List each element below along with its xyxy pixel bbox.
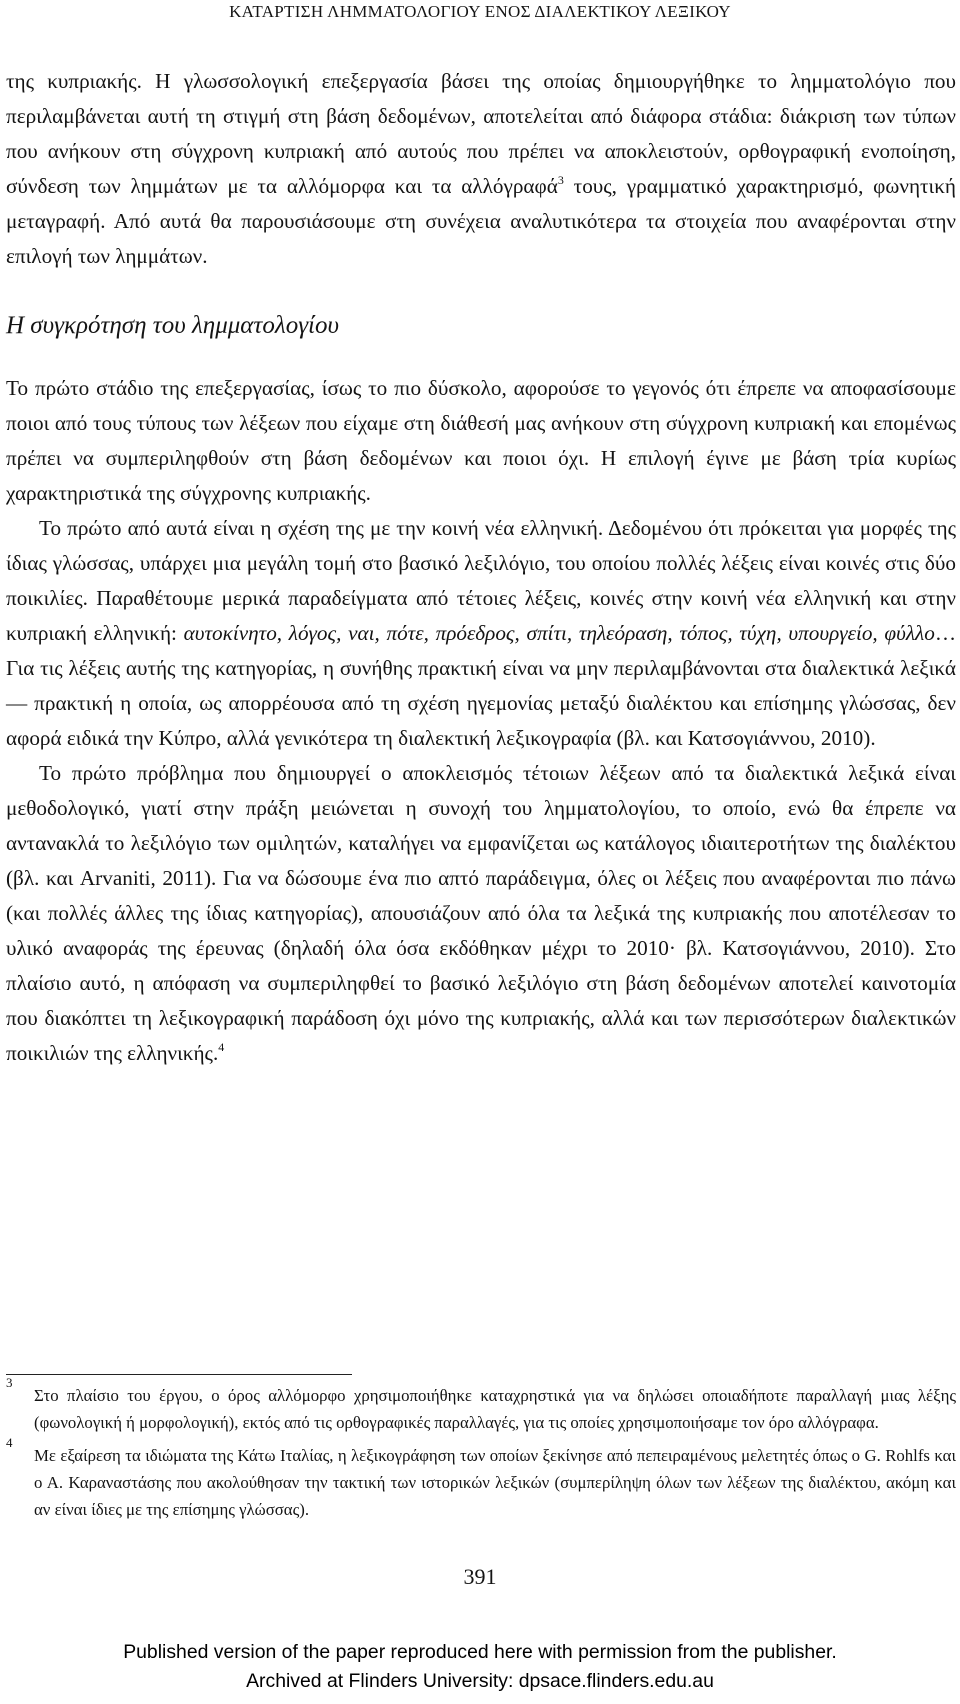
footnote-number: 3 (6, 1375, 13, 1390)
footnote-number: 4 (6, 1435, 13, 1450)
stamp-line-2: Archived at Flinders University: dpsace.flinders.edu.au (246, 1670, 714, 1692)
paragraph-2-text-end: … Για τις λέξεις αυτής της κατηγορίας, η συνήθης πρακτική είναι να μην περιλαμβάνονται στα διαλεκτικά λεξικά — πρακτική η οποία, ως απορρέουσα από τη σχέση ηγεμονίας μεταξύ διαλέκτου και επίσημης γλώσσας, δεν αφορά ειδικά την Κύπρο, αλλά γενικότερα τη διαλεκτική λεξικογραφία (βλ. και Κατσογιάννου, 2010). (6, 621, 956, 750)
section-paragraph-3 (6, 756, 956, 1071)
section-paragraph-2 (6, 511, 956, 756)
stamp-line-1: Published version of the paper reproduced here with permission from the publisher. (123, 1641, 837, 1663)
paragraph-3-text: Το πρώτο πρόβλημα που δημιουργεί ο αποκλεισμός τέτοιων λέξεων από τα διαλεκτικά λεξικά είναι μεθοδολογικό, γιατί στην πράξη μειώνεται η συνοχή του λημματολογίου, το οποίο, ενώ θα έπρεπε να αντανακλά το λεξιλόγιο των ομιλητών, καταλήγει να εμφανίζεται ως κατάλογος ιδιαιτεροτήτων της διαλέκτου (βλ. και Arvaniti, 2011). Για να δώσουμε ένα πιο απτό παράδειγμα, όλες οι λέξεις που αναφέρονται πιο πάνω (και πολλές άλλες της ίδιας κατηγορίας), απουσιάζουν από όλα τα λεξικά της κυπριακής που αποτέλεσαν το υλικό αναφοράς της έρευνας (δηλαδή όλα όσα εκδόθηκαν μέχρι το 2010· βλ. Κατσογιάννου, 2010). Στο πλαίσιο αυτό, η απόφαση να συμπεριληφθεί το βασικό λεξιλόγιο στη βάση δεδομένων αποτελεί καινοτομία που διακόπτει τη λεξικογραφική παράδοση όχι μόνο της κυπριακής, αλλά και των περισσότερων διαλεκτικών ποικιλιών της ελληνικής. (6, 761, 956, 1065)
footnote-text: Στο πλαίσιο του έργου, ο όρος αλλόμορφο χρησιμοποιήθηκε καταχρηστικά για να δηλώσει οποιαδήποτε παραλλαγή μιας λέξης (φωνολογική ή μορφολογική), εκτός από τις ορθογραφικές παραλλαγές, για τις οποίες χρησιμοποιήσαμε τον όρο αλλόγραφα. (34, 1386, 956, 1432)
footnote-text: Με εξαίρεση τα ιδιώματα της Κάτω Ιταλίας, η λεξικογράφηση των οποίων ξεκίνησε από πεπειραμένους μελετητές όπως ο G. Rohlfs και ο Α. Καραναστάσης που ακολούθησαν την τακτική των ιστορικών λεξικών (συμπερίληψη όλων των λέξεων της διαλέκτου, ακόμη και αν είναι ίδιες με της επίσημης γλώσσας). (34, 1446, 956, 1519)
footnotes (6, 1375, 956, 1529)
section-paragraph-1: Το πρώτο στάδιο της επεξεργασίας, ίσως το πιο δύσκολο, αφορούσε το γεγονός ότι έπρεπε να αποφασίσουμε ποιοι από τους τύπους των λέξεων που είχαμε στη διάθεσή μας ανήκουν στη σύγχρονη κυπριακή και επομένως πρέπει να συμπεριληφθούν στη βάση δεδομένων και ποιοι όχι. Η επιλογή έγινε με βάση τρία κυρίως χαρακτηριστικά της σύγχρονης κυπριακής. (6, 376, 956, 505)
main-text (6, 64, 956, 1071)
footnote-ref-3[interactable]: 3 (557, 173, 564, 187)
footnote-divider (6, 1374, 352, 1375)
footnote-3 (6, 1375, 956, 1436)
intro-text-part-1: της κυπριακής. Η γλωσσολογική επεξεργασία βάσει της οποίας δημιουργήθηκε το λημματολόγιο που περιλαμβάνεται αυτή τη στιγμή στη βάση δεδομένων, αποτελείται από διάφορα στάδια: διάκριση των τύπων που ανήκουν στη σύγχρονη κυπριακή από αυτούς που πρέπει να αποκλειστούν, ορθογραφική ενοποίηση, σύνδεση των λημμάτων με τα αλλόμορφα και τα αλλόγραφά (6, 69, 956, 198)
intro-text-part-2: τους, γραμματικό χαρακτηρισμό, φωνητική μεταγραφή. Από αυτά θα παρουσιάσουμε στη συνέχεια αναλυτικότερα τα στοιχεία που αναφέρονται στην επιλογή των λημμάτων. (6, 174, 956, 268)
section-heading: Η συγκρότηση του λημματολογίου (6, 312, 339, 339)
archive-stamp (0, 1638, 960, 1696)
footnote-4 (6, 1435, 956, 1523)
example-words: αυτοκίνητο, λόγος, ναι, πότε, πρόεδρος, σπίτι, τηλεόραση, τόπος, τύχη, υπουργείο, φύλλο (183, 621, 935, 645)
intro-paragraph (6, 64, 956, 274)
footnote-ref-4[interactable]: 4 (218, 1040, 225, 1054)
paragraph-2-text-start: Το πρώτο από αυτά είναι η σχέση της με την κοινή νέα ελληνική. Δεδομένου ότι πρόκειται για μορφές της ίδιας γλώσσας, υπάρχει μια μεγάλη τομή στο βασικό λεξιλόγιο, του οποίου πολλές λέξεις είναι κοινές στις δύο ποικιλίες. Παραθέτουμε μερικά παραδείγματα από τέτοιες λέξεις, κοινές στην κοινή νέα ελληνική και στην κυπριακή ελληνική: (6, 516, 956, 645)
running-head: ΚΑΤΑΡΤΙΣΗ ΛΗΜΜΑΤΟΛΟΓΙΟΥ ΕΝΟΣ ΔΙΑΛΕΚΤΙΚΟΥ ΛΕΞΙΚΟΥ (229, 2, 731, 21)
page-number: 391 (463, 1564, 497, 1589)
